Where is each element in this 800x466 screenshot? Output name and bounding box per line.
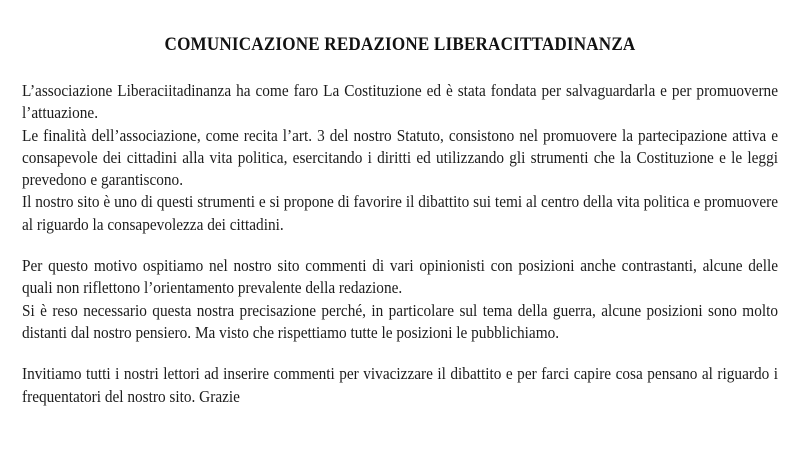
paragraph: Invitiamo tutti i nostri lettori ad inserire commenti per vivacizzare il dibattito e per farci capire cosa pensano al riguardo i frequentatori del nostro sito. Grazie <box>22 364 778 406</box>
paragraph-block-intro <box>22 80 778 236</box>
paragraph: Le finalità dell’associazione, come recita l’art. 3 del nostro Statuto, consistono nel promuovere la partecipazione attiva e consapevole dei cittadini alla vita politica, esercitando i diritti ed utilizzando gli strumenti che la Costituzione e le leggi prevedono e garantiscono. <box>22 125 778 190</box>
document-content <box>22 34 778 408</box>
paragraph-block-invitation <box>22 363 778 408</box>
document-text-area <box>22 34 800 408</box>
paragraph: L’associazione Liberaciitadinanza ha come faro La Costituzione ed è stata fondata per salvaguardarla e per promuoverne l’attuazione. <box>22 81 778 123</box>
paragraph: Si è reso necessario questa nostra precisazione perché, in particolare sul tema della guerra, alcune posizioni sono molto distanti dal nostro pensiero. Ma visto che rispettiamo tutte le posizioni le pubblichiamo. <box>22 300 778 342</box>
paragraph: Per questo motivo ospitiamo nel nostro sito commenti di vari opinionisti con posizioni anche contrastanti, alcune delle quali non riflettono l’orientamento prevalente della redazione. <box>22 256 778 298</box>
document-title: COMUNICAZIONE REDAZIONE LIBERACITTADINANZA <box>164 34 636 55</box>
paragraph-block-positions <box>22 255 778 344</box>
paragraph: Il nostro sito è uno di questi strumenti e si propone di favorire il dibattito sui temi al centro della vita politica e promuovere al riguardo la consapevolezza dei cittadini. <box>22 192 778 234</box>
